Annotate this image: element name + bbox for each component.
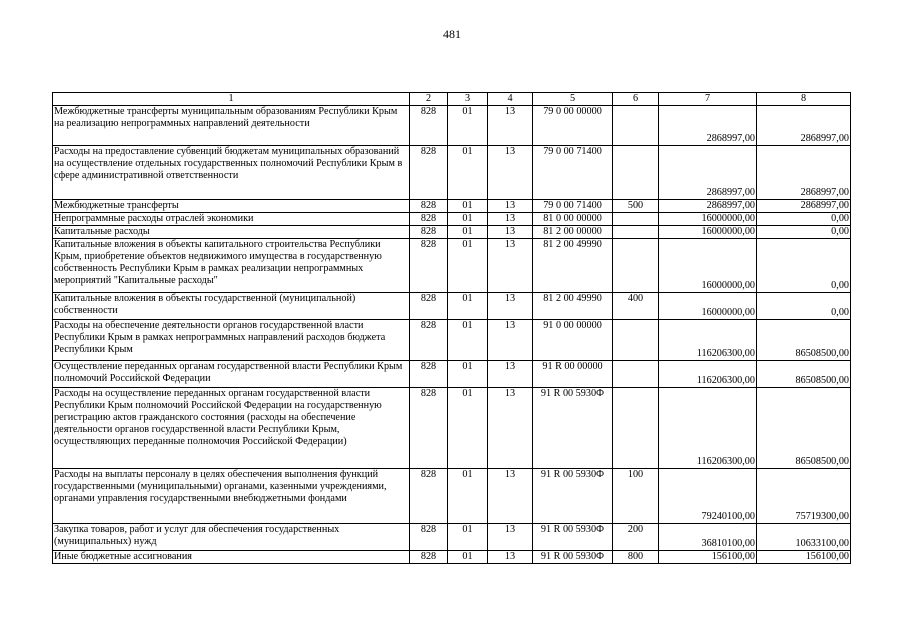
row-pr: 13 (488, 320, 533, 361)
header-row (53, 93, 851, 106)
header-cell: 6 (613, 93, 659, 106)
row-name: Капитальные вложения в объекты капитального строительства Республики Крым, приобретение объектов недвижимого имущества в государственную собственность Республики Крым в рамках реализации непрограммных мероприятий "Капитальные расходы" (53, 239, 410, 293)
row-rz: 01 (448, 146, 488, 200)
row-rz: 01 (448, 524, 488, 551)
row-sum-2: 2868997,00 (757, 200, 851, 213)
row-pr: 13 (488, 469, 533, 524)
row-vr (613, 213, 659, 226)
table-row (53, 320, 851, 361)
row-sum-2: 156100,00 (757, 551, 851, 564)
row-sum-2: 75719300,00 (757, 469, 851, 524)
row-csr: 81 2 00 49990 (533, 239, 613, 293)
row-rz: 01 (448, 213, 488, 226)
table-row (53, 469, 851, 524)
row-pr: 13 (488, 213, 533, 226)
header-cell: 1 (53, 93, 410, 106)
row-sum-1: 16000000,00 (659, 293, 757, 320)
row-sum-2: 86508500,00 (757, 361, 851, 388)
row-rz: 01 (448, 361, 488, 388)
row-sum-2: 0,00 (757, 213, 851, 226)
row-pr: 13 (488, 226, 533, 239)
row-sum-1: 2868997,00 (659, 106, 757, 146)
row-pr: 13 (488, 293, 533, 320)
row-ved: 828 (410, 239, 448, 293)
row-csr: 91 R 00 5930Ф (533, 469, 613, 524)
row-ved: 828 (410, 200, 448, 213)
row-vr (613, 226, 659, 239)
row-ved: 828 (410, 361, 448, 388)
header-cell: 8 (757, 93, 851, 106)
row-vr: 500 (613, 200, 659, 213)
table-row (53, 361, 851, 388)
row-rz: 01 (448, 226, 488, 239)
row-vr (613, 239, 659, 293)
row-csr: 81 2 00 49990 (533, 293, 613, 320)
row-sum-1: 16000000,00 (659, 239, 757, 293)
row-rz: 01 (448, 239, 488, 293)
table-row (53, 213, 851, 226)
row-vr: 200 (613, 524, 659, 551)
row-csr: 91 0 00 00000 (533, 320, 613, 361)
row-ved: 828 (410, 320, 448, 361)
row-name: Расходы на выплаты персоналу в целях обеспечения выполнения функций государственными (муниципальными) органами, казенными учреждениями, органами управления государственными внебюджетными фондами (53, 469, 410, 524)
row-csr: 81 2 00 00000 (533, 226, 613, 239)
row-sum-1: 116206300,00 (659, 388, 757, 469)
row-csr: 91 R 00 5930Ф (533, 388, 613, 469)
row-ved: 828 (410, 551, 448, 564)
table-row (53, 293, 851, 320)
row-sum-2: 2868997,00 (757, 106, 851, 146)
row-sum-2: 86508500,00 (757, 388, 851, 469)
row-vr (613, 388, 659, 469)
row-ved: 828 (410, 524, 448, 551)
row-name: Иные бюджетные ассигнования (53, 551, 410, 564)
row-sum-2: 10633100,00 (757, 524, 851, 551)
row-csr: 91 R 00 5930Ф (533, 551, 613, 564)
row-name: Осуществление переданных органам государственной власти Республики Крым полномочий Российской Федерации (53, 361, 410, 388)
row-rz: 01 (448, 388, 488, 469)
row-ved: 828 (410, 293, 448, 320)
table-row (53, 239, 851, 293)
row-vr (613, 320, 659, 361)
row-rz: 01 (448, 320, 488, 361)
row-csr: 79 0 00 71400 (533, 200, 613, 213)
row-name: Межбюджетные трансферты (53, 200, 410, 213)
table-row (53, 200, 851, 213)
row-name: Капитальные расходы (53, 226, 410, 239)
table-row (53, 106, 851, 146)
row-name: Капитальные вложения в объекты государственной (муниципальной) собственности (53, 293, 410, 320)
row-sum-1: 16000000,00 (659, 226, 757, 239)
header-cell: 3 (448, 93, 488, 106)
row-name: Расходы на обеспечение деятельности органов государственной власти Республики Крым в рамках непрограммных направлений расходов бюджета Республики Крым (53, 320, 410, 361)
table-row (53, 524, 851, 551)
row-vr (613, 146, 659, 200)
row-pr: 13 (488, 388, 533, 469)
row-sum-1: 2868997,00 (659, 200, 757, 213)
row-sum-2: 0,00 (757, 239, 851, 293)
row-sum-1: 156100,00 (659, 551, 757, 564)
row-name: Непрограммные расходы отраслей экономики (53, 213, 410, 226)
row-ved: 828 (410, 469, 448, 524)
budget-table (52, 92, 851, 564)
row-vr: 100 (613, 469, 659, 524)
row-vr: 400 (613, 293, 659, 320)
row-vr (613, 361, 659, 388)
row-rz: 01 (448, 106, 488, 146)
row-pr: 13 (488, 146, 533, 200)
row-vr: 800 (613, 551, 659, 564)
row-sum-1: 116206300,00 (659, 320, 757, 361)
header-cell: 7 (659, 93, 757, 106)
row-ved: 828 (410, 213, 448, 226)
row-pr: 13 (488, 200, 533, 213)
row-sum-1: 16000000,00 (659, 213, 757, 226)
row-rz: 01 (448, 469, 488, 524)
header-cell: 2 (410, 93, 448, 106)
row-ved: 828 (410, 106, 448, 146)
page-number: 481 (443, 27, 461, 41)
row-sum-1: 116206300,00 (659, 361, 757, 388)
row-csr: 91 R 00 5930Ф (533, 524, 613, 551)
row-ved: 828 (410, 388, 448, 469)
row-rz: 01 (448, 200, 488, 213)
row-sum-1: 79240100,00 (659, 469, 757, 524)
row-rz: 01 (448, 293, 488, 320)
row-sum-2: 0,00 (757, 226, 851, 239)
row-pr: 13 (488, 551, 533, 564)
row-csr: 79 0 00 00000 (533, 106, 613, 146)
table-row (53, 388, 851, 469)
row-vr (613, 106, 659, 146)
row-name: Расходы на осуществление переданных органам государственной власти Республики Крым полномочий Российской Федерации на государственную регистрацию актов гражданского состояния (расходы на обеспечение деятельности органов государственной власти Республики Крым, осуществляющих переданные полномочия Российской Федерации) (53, 388, 410, 469)
row-sum-2: 0,00 (757, 293, 851, 320)
row-sum-2: 86508500,00 (757, 320, 851, 361)
row-sum-1: 36810100,00 (659, 524, 757, 551)
row-rz: 01 (448, 551, 488, 564)
table-body (53, 93, 851, 564)
table-row (53, 146, 851, 200)
row-sum-2: 2868997,00 (757, 146, 851, 200)
row-name: Расходы на предоставление субвенций бюджетам муниципальных образований на осуществление отдельных государственных полномочий Республики Крым в сфере административной ответственности (53, 146, 410, 200)
table-row (53, 226, 851, 239)
row-ved: 828 (410, 226, 448, 239)
row-csr: 79 0 00 71400 (533, 146, 613, 200)
row-name: Межбюджетные трансферты муниципальным образованиям Республики Крым на реализацию непрограммных направлений деятельности (53, 106, 410, 146)
row-pr: 13 (488, 361, 533, 388)
row-sum-1: 2868997,00 (659, 146, 757, 200)
header-cell: 4 (488, 93, 533, 106)
table-row (53, 551, 851, 564)
row-csr: 91 R 00 00000 (533, 361, 613, 388)
row-csr: 81 0 00 00000 (533, 213, 613, 226)
row-pr: 13 (488, 524, 533, 551)
row-ved: 828 (410, 146, 448, 200)
row-pr: 13 (488, 106, 533, 146)
row-name: Закупка товаров, работ и услуг для обеспечения государственных (муниципальных) нужд (53, 524, 410, 551)
header-cell: 5 (533, 93, 613, 106)
row-pr: 13 (488, 239, 533, 293)
